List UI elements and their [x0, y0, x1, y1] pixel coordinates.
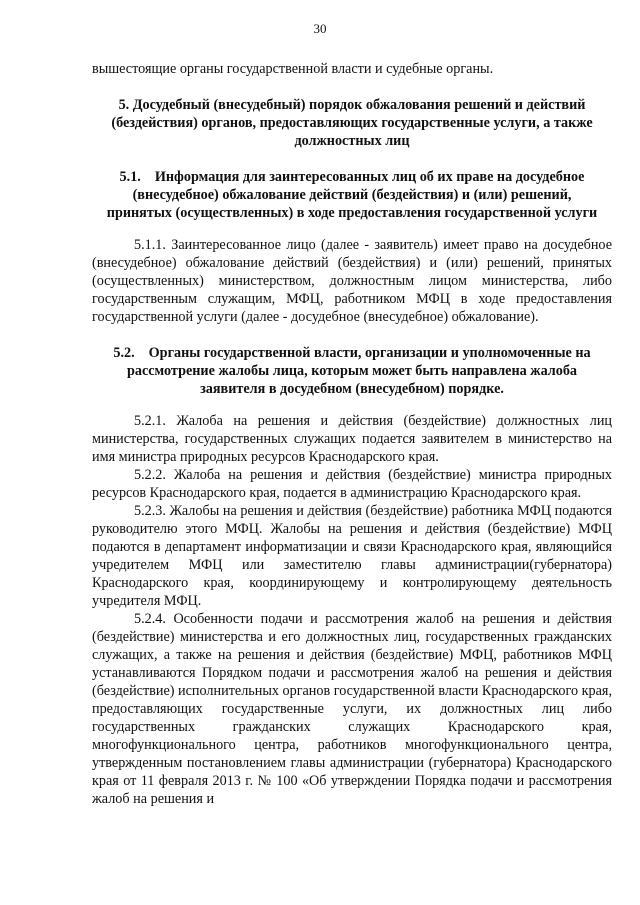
- section-5-2-number: 5.2.: [113, 345, 135, 361]
- paragraph-5-2-3: 5.2.3. Жалобы на решения и действия (бездействие) работника МФЦ подаются руководителю этого МФЦ. Жалобы на решения и действия (бездействие) МФЦ подаются в департамент информатизации и связи Краснодарского края, являющийся учредителем МФЦ или заместителю главы администрации(губернатора) Краснодарского края, координирующему и контролирующему деятельность учредителя МФЦ.: [92, 503, 612, 609]
- section-5-1-title: Информация для заинтересованных лиц об их праве на досудебное (внесудебное) обжалование действий (бездействия) и (или) решений, принятых (осуществленных) в ходе предоставления государственной услуги: [106, 169, 598, 221]
- page-number: 30: [313, 21, 327, 36]
- paragraph-5-2-2: 5.2.2. Жалоба на решения и действия (бездействие) министра природных ресурсов Краснодарского края, подается в администрацию Краснодарского края.: [92, 467, 612, 501]
- section-5-2-heading: [92, 344, 612, 398]
- section-5-2-title: Органы государственной власти, организации и уполномоченные на рассмотрение жалобы лица, которым может быть направлена жалоба заявителя в досудебном (внесудебном) порядке.: [126, 345, 591, 397]
- document-body: [92, 60, 612, 808]
- intro-line: вышестоящие органы государственной власти и судебные органы.: [92, 61, 494, 77]
- section-5-heading: 5. Досудебный (внесудебный) порядок обжалования решений и действий (бездействия) органов, предоставляющих государственные услуги, а также должностных лиц: [111, 97, 593, 149]
- section-5-1-heading: [92, 168, 612, 222]
- paragraph-5-2-1: 5.2.1. Жалоба на решения и действия (бездействие) должностных лиц министерства, государственных служащих подается заявителем в министерство на имя министра природных ресурсов Краснодарского края.: [92, 413, 612, 465]
- section-5-1-number: 5.1.: [119, 169, 141, 185]
- paragraph-5-2-4: 5.2.4. Особенности подачи и рассмотрения жалоб на решения и действия (бездействие) министерства и его должностных лиц, государственных гражданских служащих, а также на решения и действия (бездействие) МФЦ, работников МФЦ устанавливаются Порядком подачи и рассмотрения жалоб на решения и действия (бездействие) исполнительных органов государственной власти Краснодарского края, предоставляющих государственные услуги, их должностных лиц либо государственных гражданских служащих Краснодарского края, многофункционального центра, работников многофункционального центра, утвержденным постановлением главы администрации (губернатора) Краснодарского края от 11 февраля 2013 г. № 100 «Об утверждении Порядка подачи и рассмотрения жалоб на решения и: [92, 611, 612, 807]
- paragraph-5-1-1: 5.1.1. Заинтересованное лицо (далее - заявитель) имеет право на досудебное (внесудебное) обжалование действий (бездействия) и (или) решений, принятых (осуществленных) министерством, должностным лицом министерства, либо государственным служащим, МФЦ, работником МФЦ в ходе предоставления государственной услуги (далее - досудебное (внесудебное) обжалование).: [92, 237, 612, 325]
